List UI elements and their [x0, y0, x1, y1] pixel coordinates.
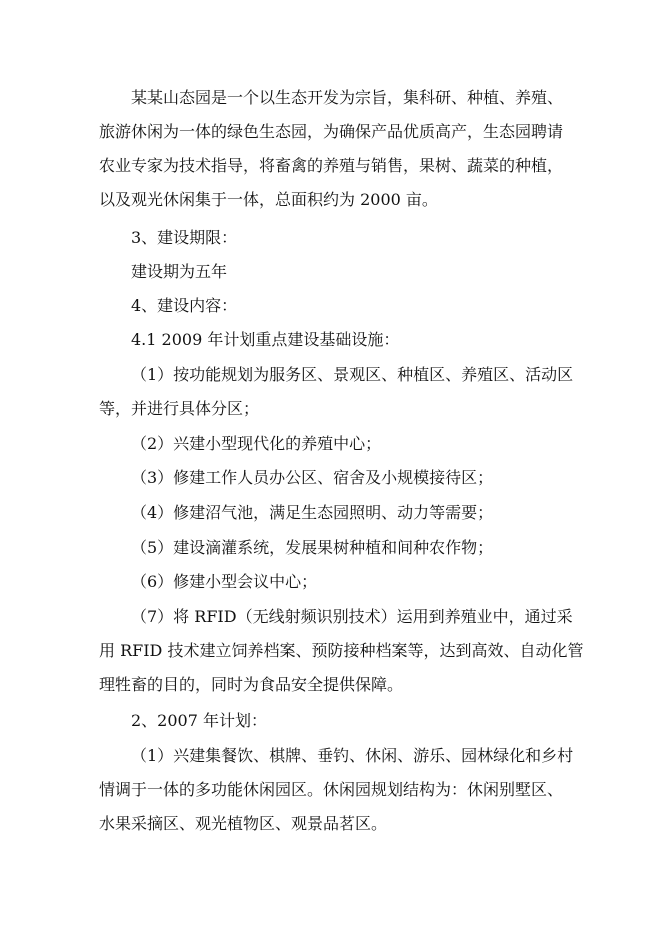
- section3-body: 建设期为五年: [131, 262, 228, 281]
- item-2007-1-line-2: 情调于一体的多功能休闲园区。休闲园规划结构为：休闲别墅区、: [99, 780, 564, 799]
- item-2009-4-line: （4）修建沼气池，满足生态园照明、动力等需要；: [131, 503, 494, 522]
- item-2009-4: [99, 496, 564, 530]
- item-2009-7-line-3: 理牲畜的目的，同时为食品安全提供保障。: [99, 675, 404, 694]
- subsection41-heading: 4.1 2009 年计划重点建设基础设施：: [131, 330, 400, 349]
- plan2007-heading-block: [99, 704, 564, 738]
- item-2009-6-line: （6）修建小型会议中心；: [131, 572, 318, 591]
- item-2009-1: [99, 358, 574, 426]
- intro-line-3: 农业专家为技术指导，将畜禽的养殖与销售，果树、蔬菜的种植，: [99, 156, 564, 175]
- section3-heading-block: [99, 221, 564, 255]
- section4-heading-block: [99, 289, 564, 323]
- section3-heading: 3、建设期限：: [131, 228, 238, 247]
- item-2009-6: [99, 565, 564, 599]
- item-2009-2-line: （2）兴建小型现代化的养殖中心；: [131, 434, 382, 453]
- section4-heading: 4、建设内容：: [131, 296, 238, 315]
- item-2009-1-line-1: （1）按功能规划为服务区、景观区、种植区、养殖区、活动区: [131, 365, 574, 384]
- intro-paragraph: [99, 81, 564, 217]
- item-2009-2: [99, 427, 564, 461]
- item-2009-7-line-2: 用 RFID 技术建立饲养档案、预防接种档案等，达到高效、自动化管: [99, 641, 584, 660]
- item-2009-1-line-2: 等，并进行具体分区；: [99, 399, 260, 418]
- item-2007-1-line-3: 水果采摘区、观光植物区、观景品茗区。: [99, 814, 388, 833]
- plan2007-heading: 2、2007 年计划：: [131, 711, 267, 730]
- item-2009-3-line: （3）修建工作人员办公区、宿舍及小规模接待区；: [131, 468, 494, 487]
- subsection41-heading-block: [99, 323, 564, 357]
- item-2007-1: [99, 739, 574, 841]
- item-2009-5: [99, 531, 564, 565]
- item-2009-7: [99, 600, 584, 702]
- intro-line-4: 以及观光休闲集于一体，总面积约为 2000 亩。: [99, 190, 438, 209]
- item-2009-3: [99, 461, 564, 495]
- intro-line-1: 某某山态园是一个以生态开发为宗旨，集科研、种植、养殖、: [131, 88, 564, 107]
- section3-body-block: [99, 255, 564, 289]
- intro-line-2: 旅游休闲为一体的绿色生态园，为确保产品优质高产，生态园聘请: [99, 122, 564, 141]
- item-2009-7-line-1: （7）将 RFID（无线射频识别技术）运用到养殖业中，通过采: [131, 607, 573, 626]
- item-2007-1-line-1: （1）兴建集餐饮、棋牌、垂钓、休闲、游乐、园林绿化和乡村: [131, 746, 574, 765]
- item-2009-5-line: （5）建设滴灌系统，发展果树种植和间种农作物；: [131, 538, 494, 557]
